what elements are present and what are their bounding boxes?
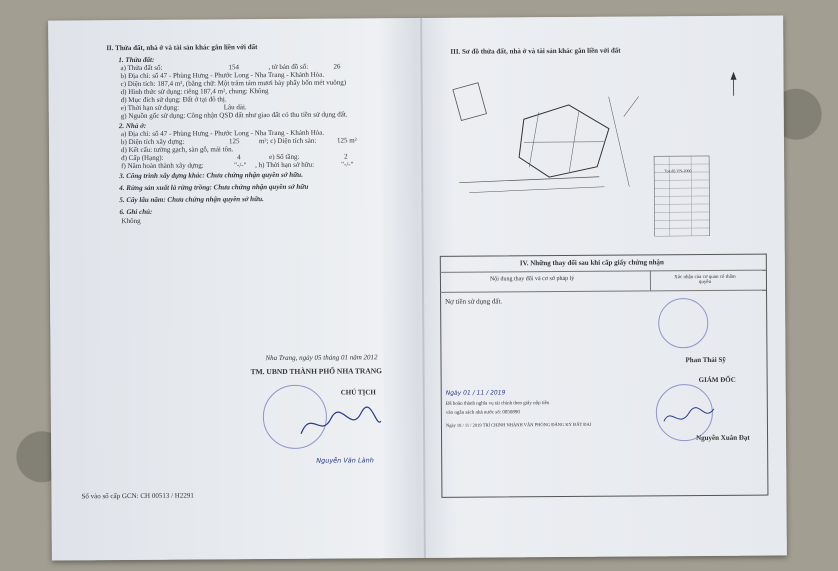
plot-number-label: a) Thửa đất số: bbox=[120, 63, 163, 73]
production-forest: 4. Rừng sản xuất là rừng trồng: Chưa chứng nhận quyền sở hữu bbox=[119, 182, 309, 193]
entry-land-debt: Nợ tiền sử dụng đất. bbox=[445, 297, 503, 306]
house-heading: 2. Nhà ở: bbox=[118, 121, 147, 131]
notes-value: Không bbox=[121, 216, 141, 226]
column-confirmation: Xác nhận của cơ quan có thẩm quyền bbox=[674, 274, 736, 286]
section-4-title: IV. Những thay đổi sau khi cấp giấy chứng nhận bbox=[519, 258, 664, 268]
officer-1-title: GIÁM ĐỐC bbox=[698, 375, 736, 385]
right-page bbox=[428, 16, 772, 558]
use-purpose: đ) Mục đích sử dụng: Đất ở tại đô thị. bbox=[120, 95, 227, 105]
plot-sketch bbox=[428, 56, 769, 238]
chairman-signature bbox=[296, 403, 386, 444]
floors-label: e) Số tầng: bbox=[269, 152, 300, 162]
land-heading: 1. Thửa đất: bbox=[118, 55, 155, 65]
ownership-term-label: , h) Thời hạn sở hữu: bbox=[255, 160, 315, 170]
ownership-term-value: "-/-" bbox=[341, 160, 354, 169]
column-changes: Nội dung thay đổi và cơ sở pháp lý bbox=[489, 275, 575, 283]
land-address: b) Địa chỉ: số 47 - Phùng Hưng - Phước Long - Nha Trang - Khánh Hòa. bbox=[120, 70, 325, 81]
structure: d) Kết cấu: tường gạch, sàn gỗ, mái tôn. bbox=[121, 145, 234, 155]
completion-year-label: f) Năm hoàn thành xây dựng: bbox=[121, 161, 204, 171]
notes-heading: 6. Ghi chú: bbox=[119, 207, 153, 217]
perennial-trees: 5. Cây lâu năm: Chưa chứng nhận quyền sở hữu. bbox=[119, 195, 264, 205]
chairman-title: CHỦ TỊCH bbox=[340, 388, 376, 397]
plot-number-value: 154 bbox=[228, 63, 239, 72]
use-form: d) Hình thức sử dụng: riêng 187,4 m², chung: Không bbox=[120, 87, 269, 97]
build-area-label: b) Diện tích xây dựng: bbox=[120, 137, 185, 147]
floor-area-label: m²; c) Diện tích sàn: bbox=[258, 136, 317, 146]
use-term-value: Lâu dài. bbox=[223, 103, 247, 112]
completion-year-value: "-/-" bbox=[234, 161, 247, 170]
map-sheet-label: , tờ bản đồ số: bbox=[268, 62, 309, 72]
register-number: Số vào sổ cấp GCN: CH 00513 / H2291 bbox=[81, 491, 194, 501]
entry-2-line-2: vào ngân sách nhà nước số: 0050890 bbox=[445, 410, 520, 416]
grade-label: đ) Cấp (Hạng): bbox=[121, 153, 164, 163]
officer-2-name: Nguyễn Xuân Đạt bbox=[696, 433, 750, 443]
section-3-title: III. Sơ đồ thửa đất, nhà ở và tài sản khác gắn liền với đất bbox=[450, 46, 621, 56]
use-origin: g) Nguồn gốc sử dụng: Công nhận QSD đất như giao đất có thu tiền sử dụng đất. bbox=[120, 110, 348, 121]
floor-area-value: 125 m² bbox=[336, 136, 357, 145]
issue-date: Nha Trang, ngày 05 tháng 01 năm 2012 bbox=[265, 353, 378, 363]
floors-value: 2 bbox=[344, 152, 348, 161]
entry-3: Ngày 18 / 11 / 2019 TRÍ CHINH NHÁNH VĂN PHÒNG ĐĂNG KÝ ĐẤT ĐAI bbox=[445, 421, 592, 428]
section-2-title: II. Thửa đất, nhà ở và tài sản khác gắn liền với đất bbox=[106, 43, 258, 53]
map-sheet-value: 26 bbox=[333, 62, 341, 71]
left-page bbox=[78, 18, 422, 560]
house-address: a) Địa chỉ: số 47 - Phùng Hưng - Phước Long - Nha Trang - Khánh Hòa. bbox=[120, 128, 325, 139]
grade-value: 4 bbox=[237, 153, 241, 162]
entry-2-date: Ngày 01 / 11 / 2019 bbox=[445, 389, 506, 397]
land-area: c) Diện tích: 187,4 m², (bằng chữ: Một trăm tám mươi bảy phẩy bốn mét vuông) bbox=[120, 78, 347, 89]
build-area-value: 125 bbox=[228, 137, 240, 146]
use-term-label: e) Thời hạn sử dụng: bbox=[120, 103, 180, 113]
land-certificate-document bbox=[48, 15, 787, 560]
officer-2-signature bbox=[659, 401, 729, 431]
officer-1-name: Phan Thái Sỹ bbox=[685, 355, 726, 365]
coordinate-table-heading: Tọa độ VN-2000 bbox=[664, 168, 692, 174]
entry-2-line-1: Đã hoàn thành nghĩa vụ tài chính theo giấy nộp tiền bbox=[445, 401, 550, 407]
issuing-authority: TM. UBND THÀNH PHỐ NHA TRANG bbox=[250, 366, 383, 377]
confirmation-seal-1 bbox=[658, 298, 708, 348]
signer-name: Nguyễn Văn Lành bbox=[316, 456, 374, 465]
other-construction: 3. Công trình xây dựng khác: Chưa chứng nhận quyền sở hữu. bbox=[119, 170, 303, 181]
